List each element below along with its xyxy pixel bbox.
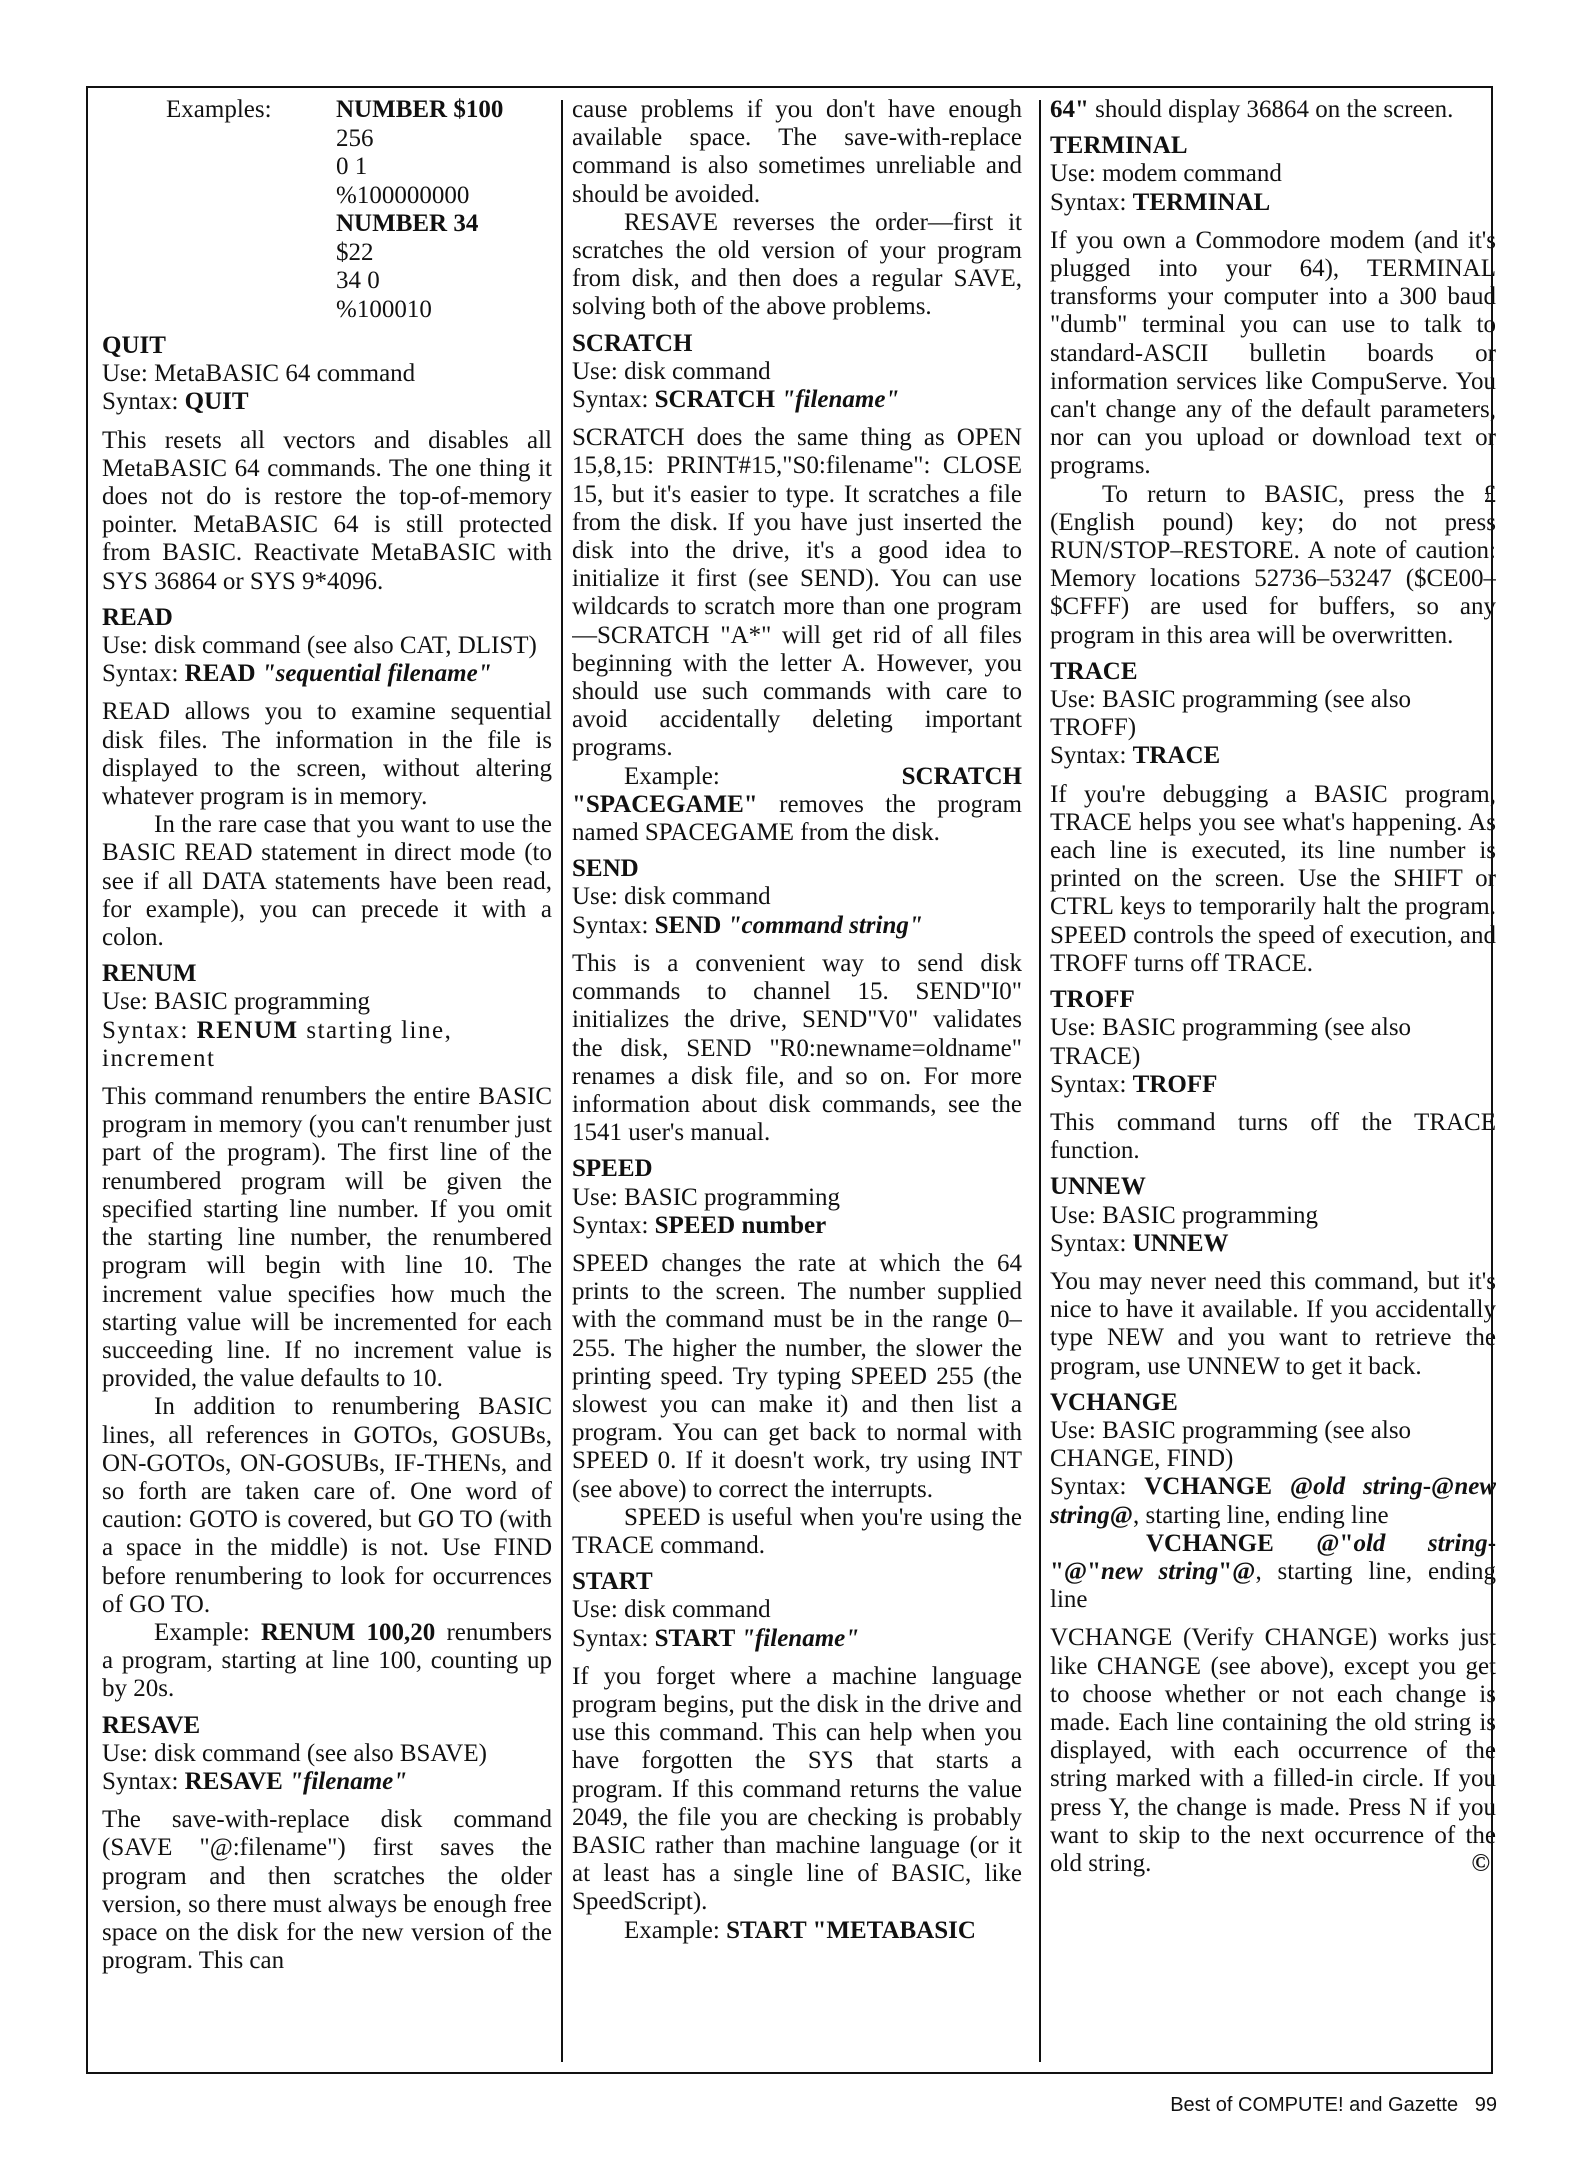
column-3 [1050,96,1496,2071]
entry-scratch [572,330,1022,848]
entry-syntax: Syntax: QUIT [102,388,249,416]
continued-text: cause problems if you don't have enough available space. The save-with-replace command is also sometimes unreliable and should be avoided. [572,96,1022,208]
entry-description: In the rare case that you want to use the BASIC READ statement in direct mode (to see if all DATA statements have been read, for example), you can precede it with a colon. [102,811,552,952]
entry-resave [102,1712,552,1976]
column-rule [561,100,563,2062]
entry-speed [572,1155,1022,1560]
example-line: 256 [336,124,374,152]
entry-description: This command renumbers the entire BASIC program in memory (you can't renumber just part of the program). The first line of the renumbered program will be given the specified starting line number. If you omit the starting line number, the renumbered program will begin with line 10. The increment value specifies how much the starting value will be incremented for each succeeding line. If no increment value is provided, the value defaults to 10. [102,1083,552,1393]
entry-quit [102,332,552,596]
entry-use: Use: disk command (see also BSAVE) [102,1739,487,1767]
entry-syntax: Syntax: SCRATCH "filename" [572,386,900,414]
entry-example: Example: RENUM 100,20 renumbers a program, starting at line 100, counting up by 20s. [102,1618,552,1703]
entry-description: In addition to renumbering BASIC lines, all references in GOTOs, GOSUBs, ON-GOTOs, ON-GOSUBs, IF-THENs, and so forth are taken care of. One word of caution: GOTO is covered, but GO TO (with a space in the middle) is not. Use FIND before renumbering to look for occurrences of GO TO. [102,1393,552,1618]
entry-title: RENUM [102,960,197,988]
entry-title: VCHANGE [1050,1388,1178,1416]
entry-use: Use: disk command [572,357,771,385]
entry-use: Use: disk command [572,883,771,911]
entry-title: SCRATCH [572,329,693,357]
entry-title: TRACE [1050,657,1138,685]
example-line: NUMBER $100 [336,96,504,123]
entry-start [572,1568,1022,1945]
entry-description: SPEED is useful when you're using the TRACE command. [572,1503,1022,1559]
examples-list [336,96,552,324]
example-line: %100000000 [336,181,470,209]
entry-use: Use: BASIC programming (see also CHANGE, FIND) [1050,1416,1412,1473]
entry-use: Use: disk command [572,1596,771,1624]
entry-syntax: Syntax: VCHANGE @old string-@new string@, starting line, ending line [1050,1473,1496,1529]
entry-description: If you own a Commodore modem (and it's plugged into your 64), TERMINAL transforms your computer into a 300 baud "dumb" terminal you can use to talk to standard-ASCII bulletin boards or information services like CompuServe. You can't change any of the default parameters, nor can you upload or download text or programs. [1050,226,1496,480]
entry-use: Use: BASIC programming [102,988,371,1016]
example-line: $22 [336,238,374,266]
entry-description: If you forget where a machine language program begins, put the disk in the drive and use this command. This can help when you have forgotten the SYS that starts a program. If this command returns the value 2049, the file you are checking is probably BASIC rather than machine language (or it at least has a single line of BASIC, like SpeedScript). [572,1662,1022,1916]
entry-use: Use: MetaBASIC 64 command [102,360,416,388]
entry-read [102,604,552,952]
entry-description: SCRATCH does the same thing as OPEN 15,8,15: PRINT#15,"S0:filename": CLOSE 15, but it's easier to type. It scratches a file from the disk. If you have just inserted the disk into the drive, it's a good idea to initialize it first (see SEND). You can use wildcards to scratch more than one program—SCRATCH "A*" will get rid of all files beginning with the letter A. However, you should use such commands with care to avoid accidentally deleting important programs. [572,424,1022,762]
entry-syntax: Syntax: READ "sequential filename" [102,660,492,688]
entry-syntax-alt: VCHANGE @"old string-"@"new string"@, starting line, ending line [1050,1529,1496,1614]
entry-description: This command turns off the TRACE function. [1050,1108,1496,1165]
entry-use: Use: BASIC programming [572,1183,841,1211]
entry-syntax: Syntax: UNNEW [1050,1229,1229,1257]
entry-use: Use: BASIC programming (see also TRACE) [1050,1014,1412,1070]
examples-label: Examples: [166,96,272,123]
entry-vchange [1050,1389,1496,1878]
entry-use: Use: disk command (see also CAT, DLIST) [102,632,537,660]
entry-syntax: Syntax: TROFF [1050,1070,1218,1098]
entry-description: To return to BASIC, press the £ (English pound) key; do not press RUN/STOP–RESTORE. A note of caution: Memory locations 52736–53247 ($CE00–$CFFF) are used for buffers, so any program in this area will be overwritten. [1050,480,1496,649]
entry-trace [1050,658,1496,978]
entry-description: SPEED changes the rate at which the 64 prints to the screen. The number supplied with the command must be in the range 0–255. The higher the number, the slower the printing speed. Try typing SPEED 255 (the slowest you can make it) and then list a program. You can get back to normal with SPEED 0. If it doesn't work, try using INT (see above) to correct the interrupts. [572,1249,1022,1503]
example-line: NUMBER 34 [336,210,479,237]
entry-use: Use: BASIC programming (see also TROFF) [1050,686,1412,742]
entry-syntax: Syntax: SPEED number [572,1211,827,1239]
entry-title: READ [102,603,173,631]
entry-example: Example: SCRATCH "SPACEGAME" removes the program named SPACEGAME from the disk. [572,762,1022,847]
number-examples [102,96,552,324]
entry-renum [102,960,552,1703]
example-line: 34 0 [336,267,380,294]
entry-send [572,855,1022,1147]
entry-title: TERMINAL [1050,132,1188,160]
end-mark-icon: © [1471,1849,1490,1877]
entry-description: You may never need this command, but it's nice to have it available. If you accidentally type NEW and you want to retrieve the program, use UNNEW to get it back. [1050,1267,1496,1380]
entry-title: TROFF [1050,986,1135,1014]
entry-example: Example: START "METABASIC [624,1916,976,1944]
entry-title: SEND [572,855,639,883]
entry-title: UNNEW [1050,1173,1146,1201]
entry-syntax: Syntax: TRACE [1050,742,1221,770]
entry-title: QUIT [102,332,166,359]
page-footer [1170,2094,1497,2117]
entry-description: READ allows you to examine sequential disk files. The information in the file is displayed to the screen, without altering whatever program is in memory. [102,698,552,811]
entry-use: Use: modem command [1050,160,1282,188]
column-1 [102,96,552,2071]
entry-title: RESAVE [102,1711,201,1739]
entry-syntax: Syntax: RESAVE "filename" [102,1767,408,1795]
entry-syntax: Syntax: SEND "command string" [572,911,923,939]
column-rule [1039,100,1041,2062]
continued-text: RESAVE reverses the order—first it scratches the old version of your program from disk, and then does a regular SAVE, solving both of the above problems. [572,208,1022,321]
entry-syntax: Syntax: START "filename" [572,1624,860,1652]
entry-description: This is a convenient way to send disk commands to channel 15. SEND"I0" initializes the drive, SEND"V0" validates the disk, SEND "R0:newname=oldname" renames a disk file, and so on. For more information about disk commands, see the 1541 user's manual. [572,949,1022,1147]
continued-text: 64" should display 36864 on the screen. [1050,96,1454,123]
example-line: %100010 [336,295,432,323]
example-line: 0 1 [336,153,368,180]
entry-description: This resets all vectors and disables all MetaBASIC 64 commands. The one thing it does not do is restore the top-of-memory pointer. MetaBASIC 64 is still protected from BASIC. Reactivate MetaBASIC with SYS 36864 or SYS 9*4096. [102,426,552,595]
entry-title: START [572,1568,653,1596]
entry-syntax: Syntax: TERMINAL [1050,188,1271,216]
entry-title: SPEED [572,1155,653,1183]
entry-description: If you're debugging a BASIC program, TRACE helps you see what's happening. As each line is executed, its line number is printed on the screen. Use the SHIFT or CTRL keys to temporarily halt the program. SPEED controls the speed of execution, and TROFF turns off TRACE. [1050,780,1496,977]
entry-use: Use: BASIC programming [1050,1201,1319,1229]
entry-troff [1050,986,1496,1165]
footer-title: Best of COMPUTE! and Gazette [1170,2094,1459,2116]
entry-description: VCHANGE (Verify CHANGE) works just like CHANGE (see above), except you get to choose whether or not each change is made. Each line containing the old string is displayed, with each occurrence of the string marked with a filled-in circle. If you press Y, the change is made. Press N if you want to skip to the next occurrence of the old string. © [1050,1624,1496,1877]
entry-syntax: Syntax: RENUM starting line, increment [102,1016,453,1072]
page-number: 99 [1474,2094,1497,2116]
column-2 [572,96,1022,2071]
entry-unnew [1050,1173,1496,1380]
entry-description: The save-with-replace disk command (SAVE "@:filename") first saves the program and then scratches the older version, so there must always be enough free space on the disk for the new version of the program. This can [102,1806,552,1975]
entry-terminal [1050,132,1496,650]
